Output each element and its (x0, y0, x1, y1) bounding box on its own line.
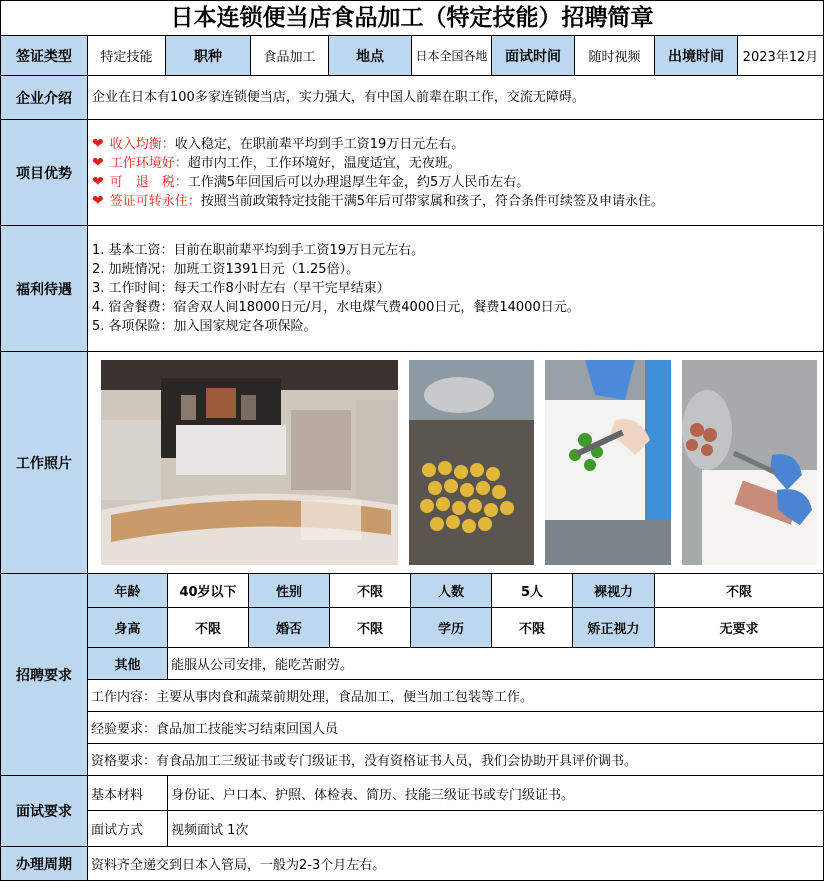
heart-icon: ❤ (92, 135, 104, 152)
location-label: 地点 (329, 36, 412, 75)
visa-type-label: 签证类型 (1, 36, 88, 75)
marital-value: 不限 (330, 608, 411, 647)
job-label: 职种 (166, 36, 251, 75)
benefits-list (88, 226, 823, 351)
heart-icon: ❤ (92, 192, 104, 209)
gender-label: 性别 (249, 574, 330, 607)
benefit-item: 4. 宿舍餐费：宿舍双人间18000日元/月，水电煤气费4000日元，餐费14000日元。 (92, 300, 580, 315)
age-label: 年龄 (88, 574, 168, 607)
departure-label: 出境时间 (655, 36, 738, 75)
page-title: 日本连锁便当店食品加工（特定技能）招聘简章 (1, 1, 823, 36)
meat-cutting-photo (682, 360, 817, 565)
interview-time-value: 随时视频 (575, 36, 655, 75)
benefits-row (1, 226, 823, 352)
req-row-2 (88, 608, 823, 648)
heart-icon: ❤ (92, 173, 104, 190)
naked-vision-value: 不限 (725, 585, 752, 600)
interview-time-label: 面试时间 (492, 36, 575, 75)
req-row-1 (88, 574, 823, 608)
benefit-item: 2. 加班情况：加班工资1391日元（1.25倍）。 (92, 262, 360, 277)
method-row (88, 811, 823, 846)
advantage-item: ❤ 签证可转永住：按照当前政策特定技能干满5年后可带家属和孩子，符合条件可续签及申请永住。 (92, 192, 665, 209)
requirements-table (88, 574, 823, 775)
req-row-other (88, 648, 823, 680)
fryer-photo (409, 360, 534, 565)
qualification: 资格要求：有食品加工三级证书或专门级证书，没有资格证书人员，我们会协助开具评价调书。 (91, 754, 638, 769)
visa-type-value: 特定技能 (88, 36, 166, 75)
departure-value: 2023年12月 (742, 50, 819, 65)
other-value: 能服从公司安排，能吃苦耐劳。 (171, 658, 354, 673)
height-value: 不限 (168, 608, 249, 647)
interview-table (88, 776, 823, 846)
work-content: 工作内容：主要从事肉食和蔬菜前期处理，食品加工，便当加工包装等工作。 (91, 690, 534, 705)
experience: 经验要求：食品加工技能实习结束回国人员 (91, 722, 339, 737)
advantage-item: ❤ 工作环境好：超市内工作，工作环境好，温度适宜，无夜班。 (92, 154, 461, 171)
period-text: 资料齐全递交到日本入管局，一般为2-3个月左右。 (91, 858, 386, 873)
advantages-list (88, 120, 823, 225)
materials-label: 基本材料 (88, 776, 168, 810)
advantages-row (1, 120, 823, 226)
advantage-item: ❤ 收入均衡：收入稳定，在职前辈平均到手工资19万日元左右。 (92, 135, 465, 152)
height-label: 身高 (88, 608, 168, 647)
interview-row (1, 776, 823, 847)
header-row (1, 36, 823, 76)
location-value: 日本全国各地 (412, 36, 492, 75)
method-label: 面试方式 (88, 811, 168, 846)
interview-label: 面试要求 (1, 776, 88, 846)
benefit-item: 1. 基本工资：目前在职前辈平均到手工资19万日元左右。 (92, 243, 425, 258)
method-value: 视频面试 1次 (171, 823, 249, 838)
req-row-qualification (88, 744, 823, 775)
benefit-item: 3. 工作时间：每天工作8小时左右（早干完早结束） (92, 281, 390, 296)
req-row-experience (88, 712, 823, 744)
company-text: 企业在日本有100多家连锁便当店，实力强大，有中国人前辈在职工作，交流无障碍。 (92, 90, 585, 105)
materials-value: 身份证、户口本、护照、体检表、简历、技能三级证书或专门级证书。 (171, 787, 575, 803)
company-label: 企业介绍 (1, 76, 88, 119)
benefit-item: 5. 各项保险：加入国家规定各项保险。 (92, 319, 317, 334)
heart-icon: ❤ (92, 154, 104, 171)
education-value: 不限 (492, 608, 573, 647)
materials-row (88, 776, 823, 811)
marital-label: 婚否 (249, 608, 330, 647)
education-label: 学历 (411, 608, 492, 647)
other-label: 其他 (88, 648, 168, 679)
naked-vision-label: 裸视力 (573, 574, 655, 607)
vegetable-cutting-photo (545, 360, 671, 565)
advantage-item: ❤ 可 退 税：工作满5年回国后可以办理退厚生年金，约5万人民币左右。 (92, 173, 530, 190)
store-photo (101, 360, 398, 565)
photos-row (1, 352, 823, 574)
req-row-work (88, 680, 823, 712)
photo-strip (88, 352, 823, 573)
count-label: 人数 (411, 574, 492, 607)
period-label: 办理周期 (1, 847, 88, 880)
requirements-label: 招聘要求 (1, 574, 88, 775)
advantages-label: 项目优势 (1, 120, 88, 225)
corrected-vision-label: 矫正视力 (573, 608, 655, 647)
corrected-vision-value: 无要求 (719, 622, 759, 637)
period-row (1, 847, 823, 880)
age-value: 40岁以下 (168, 574, 249, 607)
count-value: 5人 (492, 574, 573, 607)
gender-value: 不限 (330, 574, 411, 607)
benefits-label: 福利待遇 (1, 226, 88, 351)
requirements-row (1, 574, 823, 776)
photos-label: 工作照片 (1, 352, 88, 573)
company-row (1, 76, 823, 120)
job-value: 食品加工 (251, 36, 329, 75)
